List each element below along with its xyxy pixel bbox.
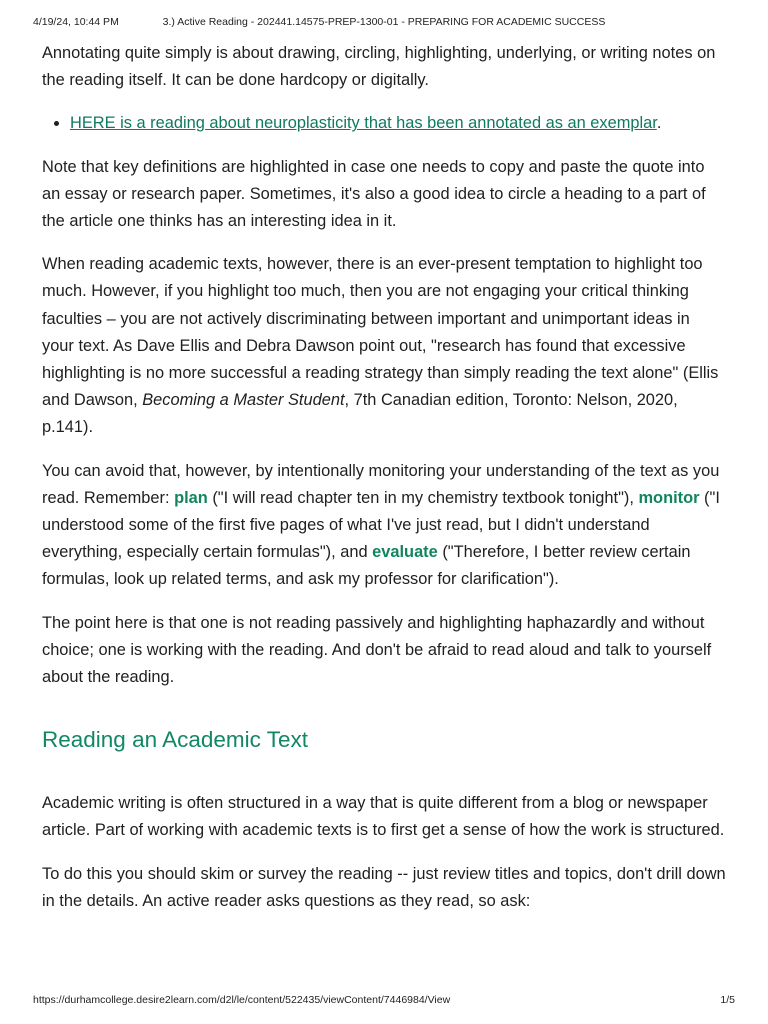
list-item [70, 110, 726, 137]
paragraph-annotating: Annotating quite simply is about drawing, circling, highlighting, underlying, or writing notes on the reading itself. It can be done hardcopy or digitally. [42, 44, 716, 90]
print-datetime: 4/19/24, 10:44 PM [33, 16, 119, 28]
keyword-evaluate: evaluate [372, 543, 438, 562]
print-url: https://durhamcollege.desire2learn.com/d2l/le/content/522435/viewContent/7446984/View [33, 994, 451, 1006]
bullet-list [42, 110, 726, 137]
paragraph-highlighting [42, 251, 726, 441]
paragraph-academic-writing: Academic writing is often structured in a way that is quite different from a blog or newspaper article. Part of working with academic texts is to first get a sense of how the work is structured. [42, 794, 725, 840]
bullet-end: . [656, 114, 662, 133]
paragraph-monitoring-evaluate-text: ("Therefore, I better review certain formulas, look up related terms, and ask my professor for clarification"). [42, 543, 691, 589]
paragraph-highlighting-text: When reading academic texts, however, there is an ever-present temptation to highlight too much. However, if you highlight too much, then you are not engaging your critical thinking faculties – you are not actively discriminating between important and unimportant ideas in your text. As Dave Ellis and Debra Dawson point out, "research has found that excessive highlighting is no more successful a reading strategy than simply reading the text alone" (Ellis and Dawson, [42, 255, 719, 410]
keyword-plan: plan [174, 488, 208, 507]
paragraph-monitoring-plan-text: ("I will read chapter ten in my chemistry textbook tonight"), [207, 488, 639, 507]
page-number: 1/5 [720, 994, 735, 1006]
paragraph-monitoring-monitor-text: ("I understood some of the first five pages of what I've just read, but I didn't understand everything, especially certain formulas"), and [42, 488, 720, 562]
print-footer [33, 994, 735, 1008]
section-heading: Reading an Academic Text [42, 727, 309, 753]
paragraph-monitoring-intro: You can avoid that, however, by intentionally monitoring your understanding of the text as you read. Remember: [42, 461, 720, 507]
paragraph-key-definitions: Note that key definitions are highlighted in case one needs to copy and paste the quote into an essay or research paper. Sometimes, it's also a good idea to circle a heading to a part of the article one thinks has an interesting idea in it. [42, 157, 706, 231]
book-title: Becoming a Master Student [142, 391, 345, 410]
article-content [42, 40, 726, 931]
annotated-reading-link[interactable]: HERE is a reading about neuroplasticity that has been annotated as an exemplar [70, 114, 657, 133]
paragraph-monitoring [42, 458, 726, 594]
paragraph-highlighting-citation: , 7th Canadian edition, Toronto: Nelson, 2020, p.141). [42, 391, 678, 437]
print-page-title: 3.) Active Reading - 202441.14575-PREP-1300-01 - PREPARING FOR ACADEMIC SUCCESS [162, 16, 606, 28]
paragraph-reading-passively: The point here is that one is not reading passively and highlighting haphazardly and without choice; one is working with the reading. And don't be afraid to read aloud and talk to yourself about the reading. [42, 613, 712, 687]
keyword-monitor: monitor [638, 488, 700, 507]
paragraph-skim-survey: To do this you should skim or survey the reading -- just review titles and topics, don't drill down in the details. An active reader asks questions as they read, so ask: [42, 864, 726, 910]
print-header [33, 16, 735, 30]
